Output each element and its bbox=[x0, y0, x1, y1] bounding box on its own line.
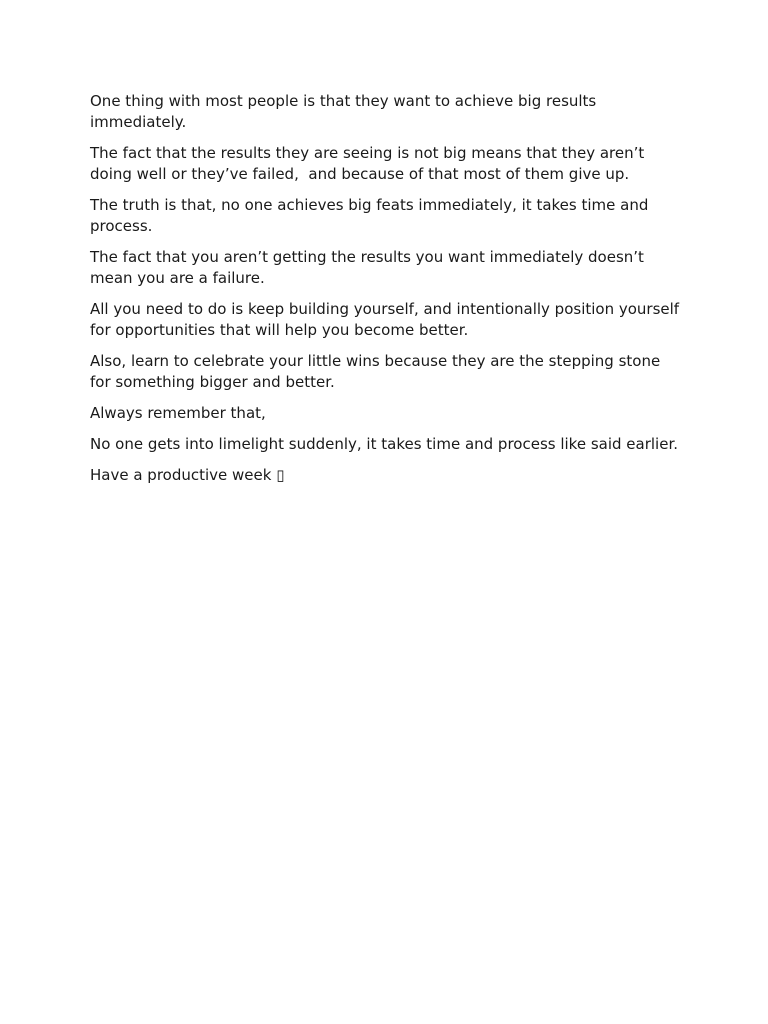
paragraph-5: All you need to do is keep building yourself, and intentionally position yourself for opportunities that will help you become better. bbox=[90, 300, 684, 339]
paragraph-2: The fact that the results they are seeing is not big means that they aren’t doing well or they’ve failed, and because of that most of them give up. bbox=[90, 144, 650, 183]
paragraph-9: Have a productive week ▯ bbox=[90, 466, 285, 484]
paragraph-1: One thing with most people is that they want to achieve big results immediately. bbox=[90, 92, 602, 131]
paragraph-3: The truth is that, no one achieves big feats immediately, it takes time and process. bbox=[90, 196, 654, 235]
paragraph-6: Also, learn to celebrate your little wins because they are the stepping stone for something bigger and better. bbox=[90, 352, 665, 391]
document-body bbox=[90, 91, 684, 496]
paragraph-4: The fact that you aren’t getting the results you want immediately doesn’t mean you are a failure. bbox=[90, 248, 649, 287]
paragraph-7: Always remember that, bbox=[90, 404, 266, 422]
paragraph-8: No one gets into limelight suddenly, it takes time and process like said earlier. bbox=[90, 435, 678, 453]
